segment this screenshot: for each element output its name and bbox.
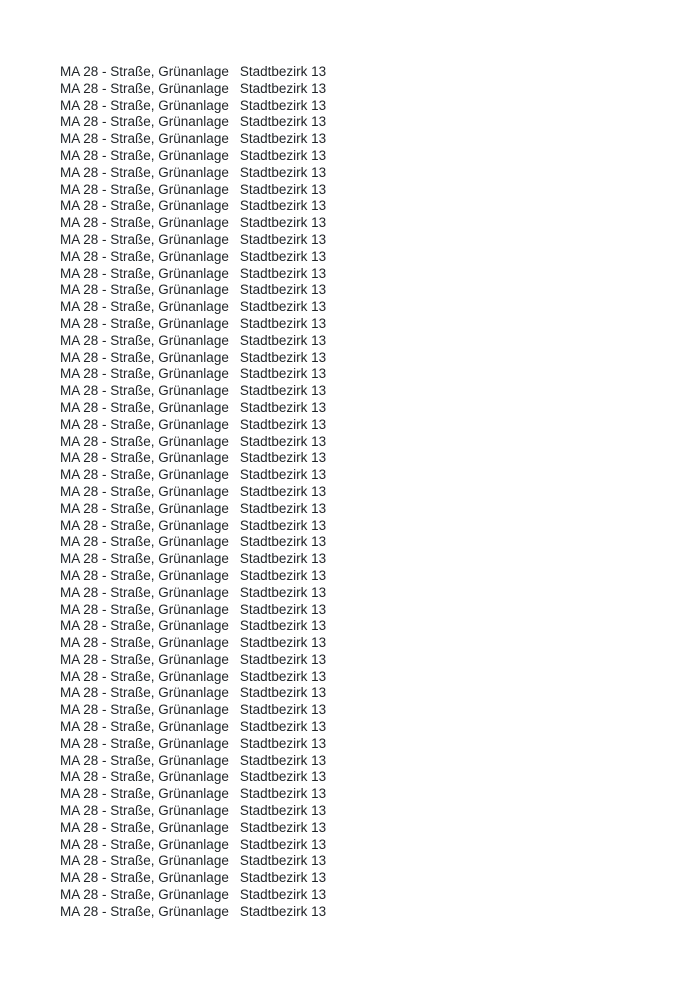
department-label: MA 28 - Straße, Grünanlage — [60, 752, 229, 768]
district-label: Stadtbezirk 13 — [239, 819, 327, 835]
district-label: Stadtbezirk 13 — [239, 416, 327, 432]
department-label: MA 28 - Straße, Grünanlage — [60, 383, 229, 399]
list-row — [60, 870, 700, 887]
department-label: MA 28 - Straße, Grünanlage — [60, 819, 229, 835]
list-row — [60, 568, 700, 585]
district-label: Stadtbezirk 13 — [239, 282, 327, 298]
district-label: Stadtbezirk 13 — [239, 601, 327, 617]
list-row — [60, 652, 700, 669]
department-label: MA 28 - Straße, Grünanlage — [60, 769, 229, 785]
district-label: Stadtbezirk 13 — [239, 80, 327, 96]
list-row — [60, 803, 700, 820]
list-row — [60, 282, 700, 299]
district-label: Stadtbezirk 13 — [239, 181, 327, 197]
department-label: MA 28 - Straße, Grünanlage — [60, 97, 229, 113]
list-row — [60, 585, 700, 602]
department-label: MA 28 - Straße, Grünanlage — [60, 147, 229, 163]
list-row — [60, 333, 700, 350]
district-label: Stadtbezirk 13 — [239, 131, 327, 147]
list-row — [60, 719, 700, 736]
list-row — [60, 887, 700, 904]
department-label: MA 28 - Straße, Grünanlage — [60, 668, 229, 684]
list-row — [60, 736, 700, 753]
list-row — [60, 81, 700, 98]
district-label: Stadtbezirk 13 — [239, 870, 327, 886]
department-label: MA 28 - Straße, Grünanlage — [60, 483, 229, 499]
department-label: MA 28 - Straße, Grünanlage — [60, 567, 229, 583]
list-row — [60, 366, 700, 383]
department-label: MA 28 - Straße, Grünanlage — [60, 114, 229, 130]
list-row — [60, 602, 700, 619]
department-label: MA 28 - Straße, Grünanlage — [60, 551, 229, 567]
department-label: MA 28 - Straße, Grünanlage — [60, 198, 229, 214]
district-label: Stadtbezirk 13 — [239, 618, 327, 634]
list-row — [60, 837, 700, 854]
district-label: Stadtbezirk 13 — [239, 164, 327, 180]
department-label: MA 28 - Straße, Grünanlage — [60, 803, 229, 819]
department-label: MA 28 - Straße, Grünanlage — [60, 215, 229, 231]
department-label: MA 28 - Straße, Grünanlage — [60, 231, 229, 247]
district-label: Stadtbezirk 13 — [239, 198, 327, 214]
department-label: MA 28 - Straße, Grünanlage — [60, 349, 229, 365]
district-label: Stadtbezirk 13 — [239, 349, 327, 365]
department-label: MA 28 - Straße, Grünanlage — [60, 265, 229, 281]
district-label: Stadtbezirk 13 — [239, 299, 327, 315]
department-label: MA 28 - Straße, Grünanlage — [60, 685, 229, 701]
department-label: MA 28 - Straße, Grünanlage — [60, 836, 229, 852]
list-row — [60, 702, 700, 719]
district-label: Stadtbezirk 13 — [239, 567, 327, 583]
list-row — [60, 618, 700, 635]
department-label: MA 28 - Straße, Grünanlage — [60, 299, 229, 315]
list-row — [60, 148, 700, 165]
list-row — [60, 232, 700, 249]
department-label: MA 28 - Straße, Grünanlage — [60, 534, 229, 550]
district-label: Stadtbezirk 13 — [239, 265, 327, 281]
department-label: MA 28 - Straße, Grünanlage — [60, 719, 229, 735]
district-label: Stadtbezirk 13 — [239, 366, 327, 382]
department-label: MA 28 - Straße, Grünanlage — [60, 517, 229, 533]
department-label: MA 28 - Straße, Grünanlage — [60, 164, 229, 180]
district-label: Stadtbezirk 13 — [239, 450, 327, 466]
district-label: Stadtbezirk 13 — [239, 500, 327, 516]
district-label: Stadtbezirk 13 — [239, 635, 327, 651]
list-row — [60, 853, 700, 870]
department-label: MA 28 - Straße, Grünanlage — [60, 635, 229, 651]
district-label: Stadtbezirk 13 — [239, 231, 327, 247]
department-label: MA 28 - Straße, Grünanlage — [60, 853, 229, 869]
district-label: Stadtbezirk 13 — [239, 517, 327, 533]
district-label: Stadtbezirk 13 — [239, 853, 327, 869]
district-label: Stadtbezirk 13 — [239, 803, 327, 819]
list-row — [60, 450, 700, 467]
department-label: MA 28 - Straße, Grünanlage — [60, 315, 229, 331]
district-label: Stadtbezirk 13 — [239, 483, 327, 499]
list-row — [60, 417, 700, 434]
list-row — [60, 753, 700, 770]
list-row — [60, 467, 700, 484]
list-row — [60, 904, 700, 921]
district-label: Stadtbezirk 13 — [239, 719, 327, 735]
list-row — [60, 299, 700, 316]
department-label: MA 28 - Straße, Grünanlage — [60, 584, 229, 600]
list-row — [60, 434, 700, 451]
department-label: MA 28 - Straße, Grünanlage — [60, 467, 229, 483]
department-label: MA 28 - Straße, Grünanlage — [60, 181, 229, 197]
department-label: MA 28 - Straße, Grünanlage — [60, 450, 229, 466]
district-label: Stadtbezirk 13 — [239, 651, 327, 667]
district-label: Stadtbezirk 13 — [239, 534, 327, 550]
list-row — [60, 131, 700, 148]
department-label: MA 28 - Straße, Grünanlage — [60, 80, 229, 96]
list-row — [60, 551, 700, 568]
list-row — [60, 685, 700, 702]
district-label: Stadtbezirk 13 — [239, 903, 327, 919]
department-label: MA 28 - Straße, Grünanlage — [60, 433, 229, 449]
department-label: MA 28 - Straße, Grünanlage — [60, 786, 229, 802]
list-row — [60, 534, 700, 551]
list-row — [60, 350, 700, 367]
district-label: Stadtbezirk 13 — [239, 114, 327, 130]
list-row — [60, 114, 700, 131]
list-row — [60, 98, 700, 115]
department-label: MA 28 - Straße, Grünanlage — [60, 416, 229, 432]
list-row — [60, 249, 700, 266]
list-row — [60, 266, 700, 283]
list-row — [60, 484, 700, 501]
department-label: MA 28 - Straße, Grünanlage — [60, 651, 229, 667]
list-row — [60, 669, 700, 686]
department-label: MA 28 - Straße, Grünanlage — [60, 64, 229, 79]
list-row — [60, 182, 700, 199]
department-label: MA 28 - Straße, Grünanlage — [60, 618, 229, 634]
district-label: Stadtbezirk 13 — [239, 685, 327, 701]
district-label: Stadtbezirk 13 — [239, 836, 327, 852]
department-label: MA 28 - Straße, Grünanlage — [60, 887, 229, 903]
list-row — [60, 215, 700, 232]
department-label: MA 28 - Straße, Grünanlage — [60, 500, 229, 516]
district-label: Stadtbezirk 13 — [239, 332, 327, 348]
district-label: Stadtbezirk 13 — [239, 735, 327, 751]
district-label: Stadtbezirk 13 — [239, 147, 327, 163]
district-label: Stadtbezirk 13 — [239, 769, 327, 785]
department-label: MA 28 - Straße, Grünanlage — [60, 735, 229, 751]
department-label: MA 28 - Straße, Grünanlage — [60, 366, 229, 382]
district-label: Stadtbezirk 13 — [239, 315, 327, 331]
district-label: Stadtbezirk 13 — [239, 752, 327, 768]
list-row — [60, 64, 700, 81]
list-row — [60, 501, 700, 518]
district-label: Stadtbezirk 13 — [239, 668, 327, 684]
list-row — [60, 820, 700, 837]
list-row — [60, 786, 700, 803]
department-label: MA 28 - Straße, Grünanlage — [60, 903, 229, 919]
district-label: Stadtbezirk 13 — [239, 584, 327, 600]
department-label: MA 28 - Straße, Grünanlage — [60, 399, 229, 415]
district-label: Stadtbezirk 13 — [239, 97, 327, 113]
district-label: Stadtbezirk 13 — [239, 399, 327, 415]
list-row — [60, 769, 700, 786]
department-label: MA 28 - Straße, Grünanlage — [60, 702, 229, 718]
list-row — [60, 635, 700, 652]
district-label: Stadtbezirk 13 — [239, 786, 327, 802]
department-label: MA 28 - Straße, Grünanlage — [60, 332, 229, 348]
department-label: MA 28 - Straße, Grünanlage — [60, 131, 229, 147]
list-row — [60, 316, 700, 333]
department-label: MA 28 - Straße, Grünanlage — [60, 870, 229, 886]
list-row — [60, 518, 700, 535]
district-label: Stadtbezirk 13 — [239, 215, 327, 231]
list-row — [60, 400, 700, 417]
district-label: Stadtbezirk 13 — [239, 551, 327, 567]
district-label: Stadtbezirk 13 — [239, 383, 327, 399]
district-label: Stadtbezirk 13 — [239, 702, 327, 718]
department-label: MA 28 - Straße, Grünanlage — [60, 601, 229, 617]
list-row — [60, 165, 700, 182]
list-row — [60, 198, 700, 215]
district-label: Stadtbezirk 13 — [239, 64, 327, 79]
department-label: MA 28 - Straße, Grünanlage — [60, 282, 229, 298]
district-label: Stadtbezirk 13 — [239, 887, 327, 903]
list-row — [60, 383, 700, 400]
district-label: Stadtbezirk 13 — [239, 467, 327, 483]
district-label: Stadtbezirk 13 — [239, 433, 327, 449]
district-label: Stadtbezirk 13 — [239, 248, 327, 264]
department-label: MA 28 - Straße, Grünanlage — [60, 248, 229, 264]
